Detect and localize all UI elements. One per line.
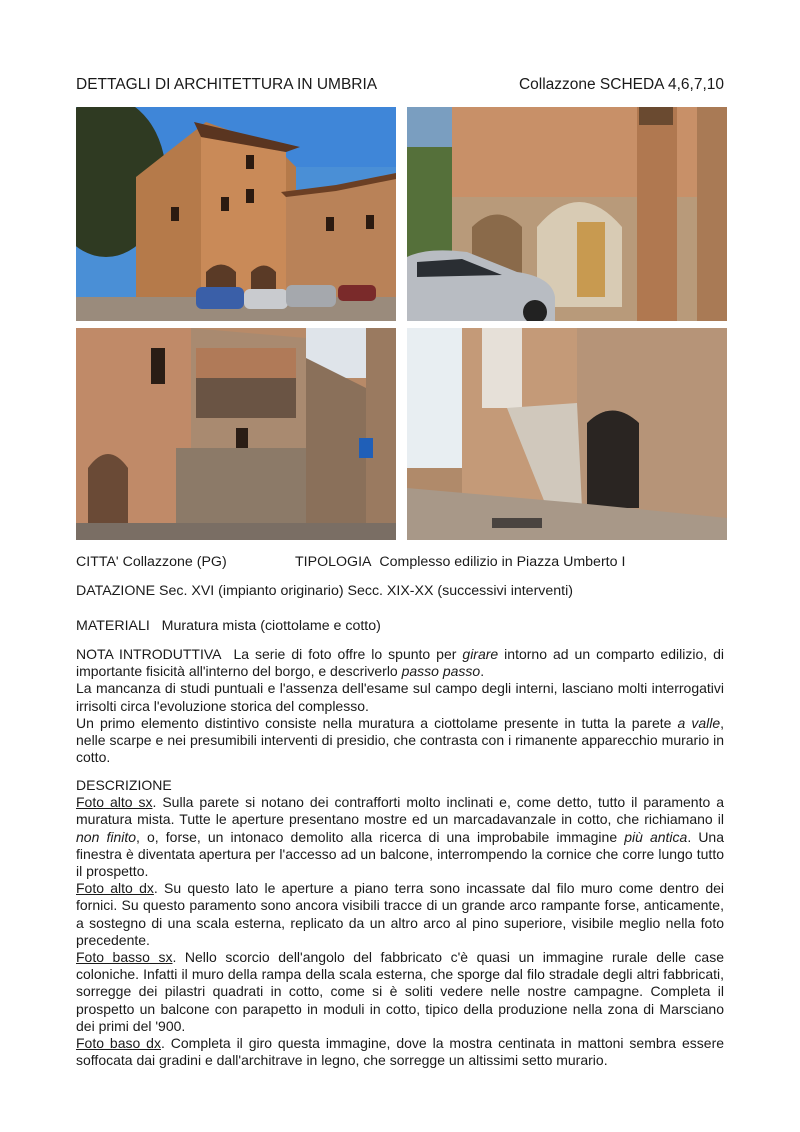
tipologia-value: Complesso edilizio in Piazza Umberto I (379, 554, 626, 570)
desc-text: . Completa il giro questa immagine, dove la mostra centinata in mattoni sembra essere soffocata dai gradini e dall'architrave in legno, che sorregge un altissimi setto murario. (76, 1035, 725, 1069)
citta-value: Collazzone (PG) (122, 554, 227, 570)
nota-paragraph-1 (76, 646, 724, 680)
nota-introduttiva (76, 646, 724, 766)
caption-ref: Foto basso sx (76, 949, 173, 966)
nota-text: La serie di foto offre lo spunto per (233, 646, 463, 662)
nota-text: , nelle scarpe e nei presumibili interventi di presidio, che contrasta con i rimanente apparecchio murario in cotto. (76, 714, 725, 766)
desc-emphasis: più antica (624, 828, 688, 845)
desc-text: . Una finestra è diventata apertura per l'accesso ad un balcone, interrompendo la cornice che corre lungo tutto il prospetto. (76, 828, 725, 880)
nota-paragraph-2: La mancanza di studi puntuali e l'assenza dell'esame sul campo degli interni, lasciano molti interrogativi irrisolti circa l'evoluzione storica del complesso. (76, 680, 724, 714)
materiali-line (76, 618, 381, 634)
nota-text: Un primo elemento distintivo consiste nella muratura a ciottolame presente in tutta la parete (76, 714, 678, 731)
descrizione-foto-basso-dx (76, 1035, 724, 1069)
descrizione-foto-alto-dx (76, 880, 724, 949)
datazione-label: DATAZIONE (76, 583, 156, 599)
datazione-line (76, 583, 573, 599)
descrizione-foto-alto-sx (76, 794, 724, 880)
materiali-label: MATERIALI (76, 618, 150, 634)
desc-text: . Nello scorcio dell'angolo del fabbricato c'è quasi un immagine rurale delle case coloniche. Infatti il muro della rampa della scala esterna, che sporge dal filo stradale degli altri fabbricati, sorregge dei pilastri quadrati in cotto, come si è soliti vedere nelle nostre campagne. Completa il prospetto un balcone con parapetto in moduli in cotto, tipico della produzione nella zona di Marsciano dei primi del '900. (76, 949, 724, 1034)
descrizione-foto-basso-sx (76, 949, 724, 1035)
citta-label: CITTA' (76, 554, 119, 570)
materiali-value: Muratura mista (ciottolame e cotto) (161, 618, 381, 634)
nota-emphasis: a valle (677, 714, 721, 731)
document-title: DETTAGLI DI ARCHITETTURA IN UMBRIA (76, 76, 378, 93)
nota-emphasis: girare (462, 646, 499, 662)
tipologia-line (295, 554, 625, 570)
caption-ref: Foto baso dx (76, 1035, 161, 1052)
nota-text: . (480, 663, 485, 680)
document-reference: Collazzone SCHEDA 4,6,7,10 (518, 76, 724, 93)
datazione-value: Sec. XVI (impianto originario) Secc. XIX-XX (successivi interventi) (159, 583, 573, 599)
desc-text: . Sulla parete si notano dei contrafforti molto inclinati e, come detto, tutto il paramento a muratura mista. Tutte le aperture presentano mostre ed un marcadavanzale in cotto, che richiamano il (76, 794, 724, 828)
descrizione-title: DESCRIZIONE (76, 777, 172, 793)
photo-top-right (407, 107, 727, 321)
descrizione-section (76, 777, 724, 1069)
citta-line (76, 554, 227, 570)
photo-top-left (76, 107, 396, 321)
desc-emphasis: non finito (76, 828, 137, 845)
desc-text: . Su questo lato le aperture a piano terra sono incassate dal filo muro come dentro dei fornici. Su questo paramento sono ancora visibili tracce di un grande arco rampante forse, anticamente, a sostegno di una scala esterna, replicato da un altro arco al pino superiore, visibile meglio nella foto precedente. (76, 880, 724, 948)
desc-text: , o, forse, un intonaco demolito alla ricerca di una improbabile immagine (136, 828, 625, 845)
photo-bottom-right (407, 328, 727, 540)
nota-text: intorno ad un comparto edilizio, di importante fisicità all'interno del borgo, e descriverlo (76, 646, 724, 680)
nota-emphasis: passo passo (401, 663, 481, 680)
photo-bottom-left (76, 328, 396, 540)
nota-label: NOTA INTRODUTTIVA (76, 646, 222, 662)
caption-ref: Foto alto dx (76, 880, 154, 897)
nota-paragraph-3 (76, 715, 724, 767)
tipologia-label: TIPOLOGIA (295, 554, 372, 570)
caption-ref: Foto alto sx (76, 794, 153, 811)
